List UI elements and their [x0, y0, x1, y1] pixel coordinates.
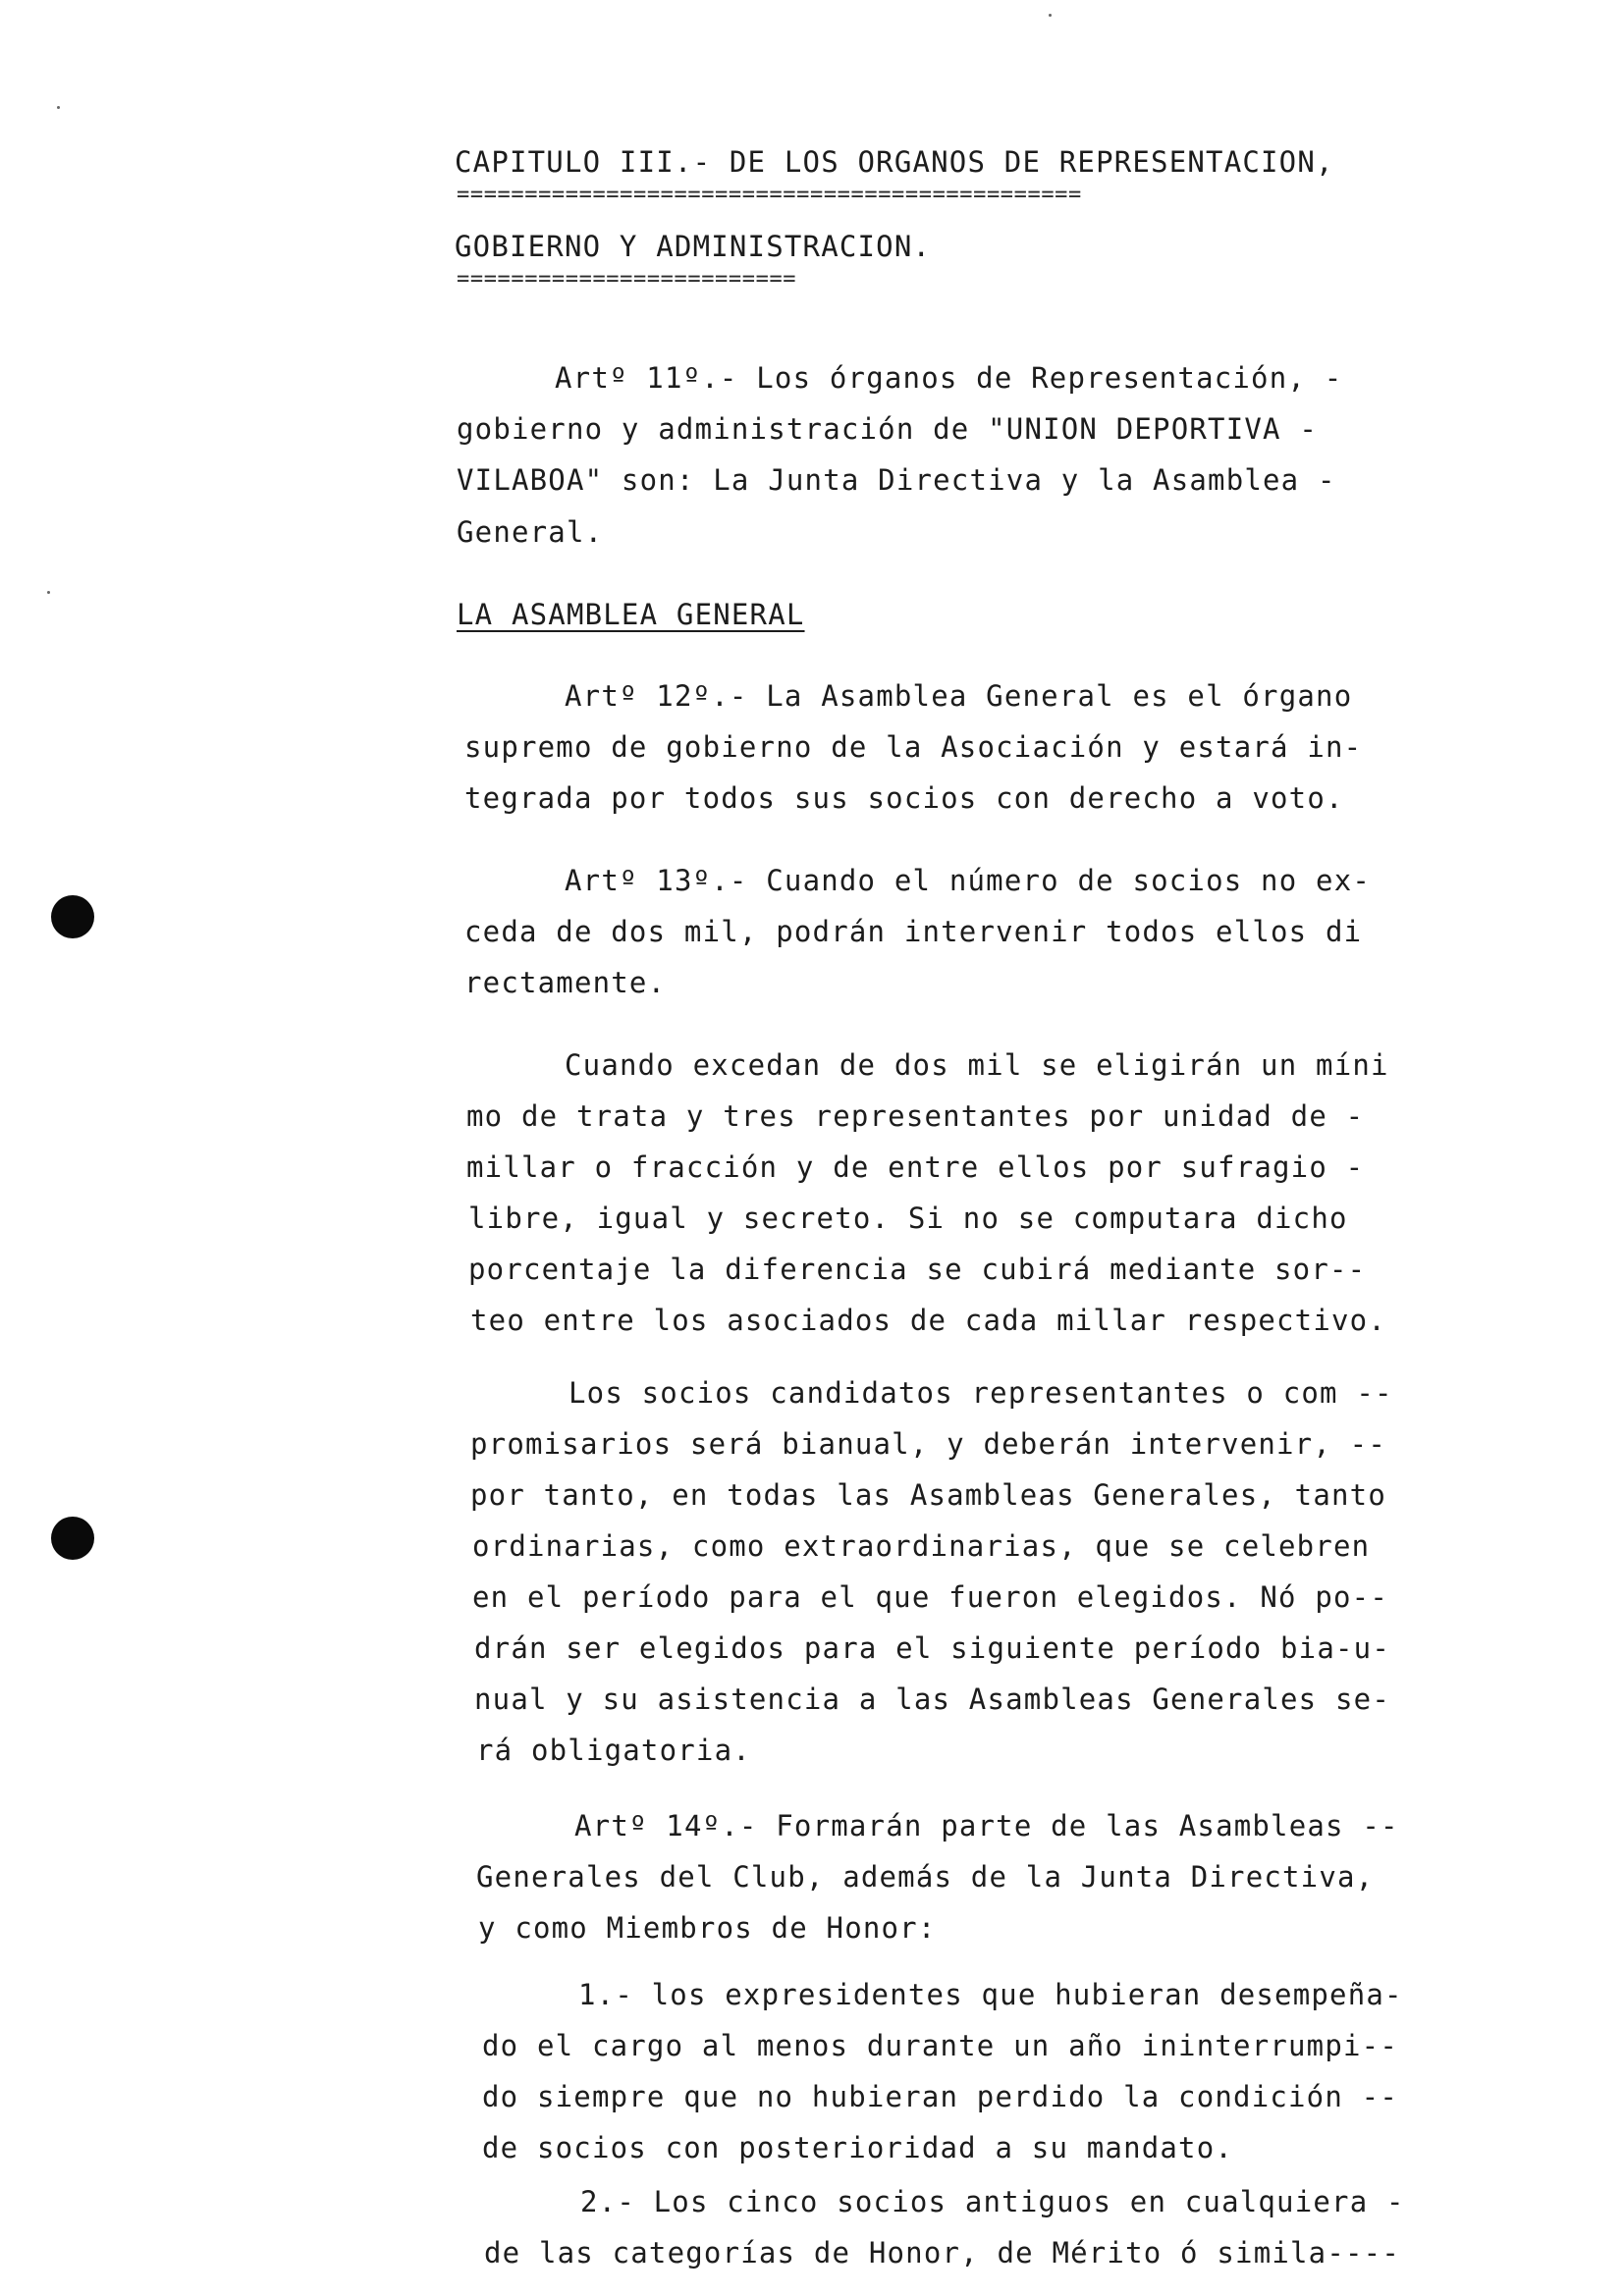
chapter-title-line1: CAPITULO III.- DE LOS ORGANOS DE REPRESENTACION,: [455, 145, 1334, 179]
art14-line1: Artº 14º.- Formarán parte de las Asambleas --: [574, 1809, 1399, 1842]
excedan-line3: millar o fracción y de entre ellos por sufragio -: [466, 1150, 1365, 1184]
art11-line4: General.: [457, 515, 604, 549]
excedan-line2: mo de trata y tres representantes por unidad de -: [466, 1099, 1365, 1133]
excedan-line1: Cuando excedan de dos mil se eligirán un míni: [565, 1048, 1389, 1082]
art14-line3: y como Miembros de Honor:: [478, 1911, 937, 1945]
punch-hole-lower: [51, 1517, 94, 1560]
art13-line3: rectamente.: [464, 966, 667, 999]
item1-line1: 1.- los expresidentes que hubieran desempeña-: [578, 1978, 1403, 2011]
chapter-rule1: ==============================================: [457, 183, 1082, 207]
socios-line1: Los socios candidatos representantes o com --: [568, 1376, 1393, 1410]
art13-line1: Artº 13º.- Cuando el número de socios no ex-: [565, 864, 1372, 897]
excedan-line5: porcentaje la diferencia se cubirá mediante sor--: [468, 1253, 1367, 1286]
item1-line4: de socios con posterioridad a su mandato.: [482, 2131, 1234, 2164]
art13-line2: ceda de dos mil, podrán intervenir todos ellos di: [464, 915, 1363, 948]
item2-line2: de las categorías de Honor, de Mérito ó simila----: [484, 2236, 1400, 2269]
art12-line3: tegrada por todos sus socios con derecho a voto.: [464, 781, 1344, 815]
art14-line2: Generales del Club, además de la Junta Directiva,: [476, 1860, 1375, 1894]
speck: [47, 591, 50, 594]
socios-line6: drán ser elegidos para el siguiente período bia-u-: [474, 1631, 1390, 1665]
item1-line3: do siempre que no hubieran perdido la condición --: [482, 2080, 1398, 2113]
section-heading: LA ASAMBLEA GENERAL: [457, 598, 805, 631]
item1-line2: do el cargo al menos durante un año ininterrumpi--: [482, 2029, 1398, 2062]
item2-line1: 2.- Los cinco socios antiguos en cualquiera -: [580, 2185, 1405, 2218]
excedan-line6: teo entre los asociados de cada millar respectivo.: [470, 1304, 1386, 1337]
socios-line5: en el período para el que fueron elegidos. Nó po--: [472, 1580, 1388, 1614]
punch-hole-upper: [51, 895, 94, 938]
socios-line7: nual y su asistencia a las Asambleas Generales se-: [474, 1682, 1390, 1716]
art11-line2: gobierno y administración de "UNION DEPORTIVA -: [457, 412, 1318, 446]
art12-line2: supremo de gobierno de la Asociación y estará in-: [464, 730, 1363, 764]
art11-line1: Artº 11º.- Los órganos de Representación, -: [555, 361, 1343, 395]
socios-line4: ordinarias, como extraordinarias, que se celebren: [472, 1529, 1371, 1563]
art12-line1: Artº 12º.- La Asamblea General es el órgano: [565, 679, 1353, 713]
art11-line3: VILABOA" son: La Junta Directiva y la Asamblea -: [457, 463, 1336, 497]
socios-line3: por tanto, en todas las Asambleas Generales, tanto: [470, 1478, 1386, 1512]
chapter-rule2: =========================: [457, 267, 797, 292]
chapter-title-line2: GOBIERNO Y ADMINISTRACION.: [455, 230, 932, 263]
speck: [57, 106, 60, 109]
socios-line8: rá obligatoria.: [476, 1734, 751, 1767]
socios-line2: promisarios será bianual, y deberán intervenir, --: [470, 1427, 1386, 1461]
excedan-line4: libre, igual y secreto. Si no se computara dicho: [468, 1201, 1348, 1235]
speck: [1049, 14, 1052, 17]
